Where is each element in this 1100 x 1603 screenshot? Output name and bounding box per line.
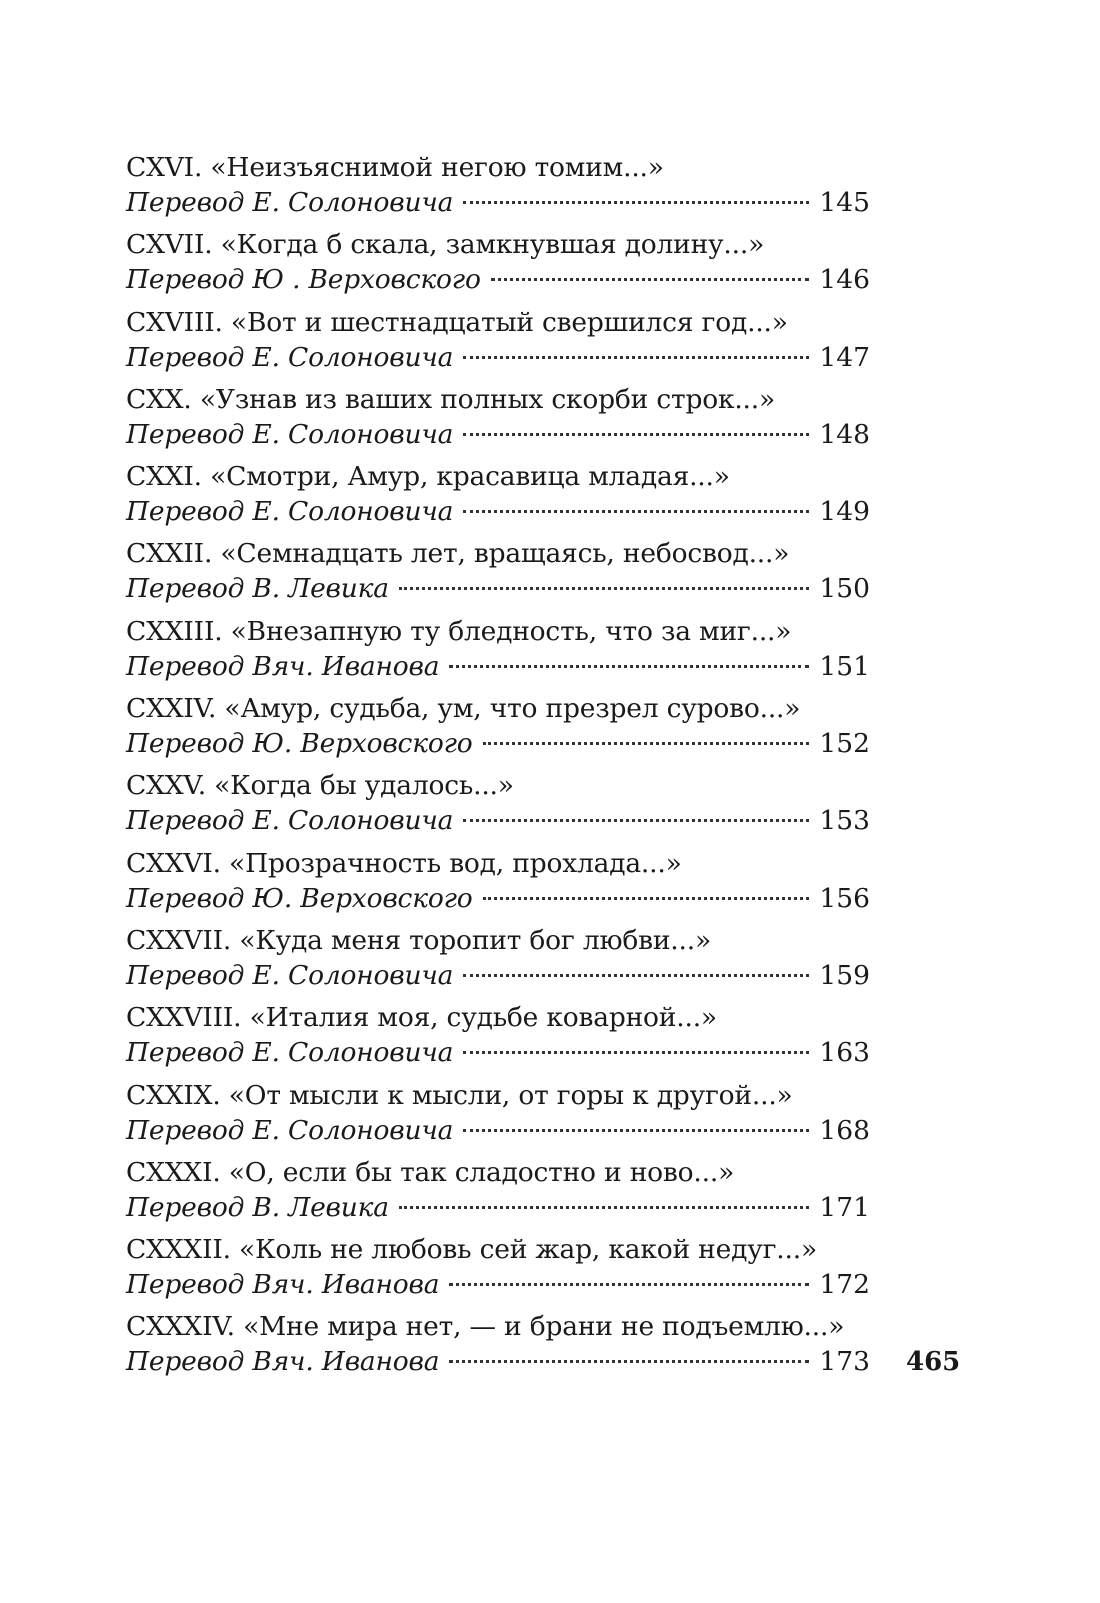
entry-translator: Перевод Е. Солоновича [126,959,454,991]
entry-title: CXXIX. «От мысли к мысли, от горы к другой...» [126,1079,793,1111]
entry-translator-line [126,571,870,613]
dot-leader [399,587,810,590]
entry-title: CXXI. «Смотри, Амур, красавица младая...» [126,461,730,493]
entry-translator: Перевод Ю. Верховского [126,882,473,914]
entry-translator: Перевод Е. Солоновича [126,418,454,450]
entry-title: CXXV. «Когда бы удалось...» [126,770,514,802]
entry-title: CXXIII. «Внезапную ту бледность, что за миг...» [126,615,792,647]
entry-translator: Перевод Е. Солоновича [126,805,454,837]
dot-leader [463,356,809,359]
toc-entry [126,1232,870,1309]
toc-entry [126,150,870,227]
entry-page-number: 156 [819,882,870,914]
entry-translator: Перевод Ю. Верховского [126,728,473,760]
entry-translator-line [126,494,870,536]
toc-entry [126,536,870,613]
toc-entry [126,382,870,459]
dot-leader [463,1051,809,1054]
entry-translator: Перевод Е. Солоновича [126,496,454,528]
toc-entry [126,227,870,304]
entry-translator-line [126,726,870,768]
dot-leader [463,974,809,977]
entry-page-number: 149 [819,496,870,528]
table-of-contents [126,150,870,1387]
entry-translator: Перевод В. Левика [126,1191,389,1223]
entry-page-number: 163 [819,1037,870,1069]
entry-translator: Перевод Вяч. Иванова [126,650,440,682]
entry-translator-line [126,1267,870,1309]
entry-translator-line [126,958,870,1000]
entry-title: CXXVI. «Прозрачность вод, прохлада...» [126,847,682,879]
toc-entry [126,923,870,1000]
dot-leader [463,433,809,436]
entry-title: CXVI. «Неизъяснимой негою томим...» [126,152,664,183]
toc-entry [126,614,870,691]
entry-translator: Перевод Вяч. Иванова [126,1346,440,1378]
entry-page-number: 151 [819,650,870,682]
entry-page-number: 146 [819,264,870,296]
toc-entry [126,1155,870,1232]
entry-translator-line [126,340,870,382]
entry-title: CXXIV. «Амур, судьба, ум, что презрел сурово...» [126,693,801,725]
dot-leader [491,278,810,281]
entry-page-number: 159 [819,959,870,991]
entry-translator: Перевод Ю . Верховского [126,264,481,296]
entry-page-number: 150 [819,573,870,605]
entry-title: CXXXIV. «Мне мира нет, — и брани не подъемлю...» [126,1311,845,1343]
entry-translator-line [126,881,870,923]
entry-translator: Перевод Е. Солоновича [126,1114,454,1146]
entry-page-number: 147 [819,341,870,373]
entry-title: CXXVIII. «Италия моя, судьбе коварной...» [126,1002,717,1034]
dot-leader [483,742,810,745]
entry-title: CXXXII. «Коль не любовь сей жар, какой недуг...» [126,1234,817,1266]
entry-page-number: 145 [819,187,870,218]
entry-translator: Перевод Е. Солоновича [126,187,454,218]
entry-page-number: 168 [819,1114,870,1146]
entry-translator-line [126,262,870,304]
entry-translator-line [126,1190,870,1232]
entry-translator: Перевод В. Левика [126,573,389,605]
toc-entry [126,459,870,536]
dot-leader [463,201,809,204]
entry-page-number: 171 [819,1191,870,1223]
entry-title: CXXXI. «О, если бы так сладостно и ново...» [126,1156,735,1188]
entry-translator-line [126,1344,870,1386]
dot-leader [399,1206,810,1209]
toc-entry [126,305,870,382]
entry-title: CXVIII. «Вот и шестнадцатый свершился год...» [126,306,788,338]
dot-leader [449,1360,809,1363]
entry-translator-line [126,417,870,459]
entry-title: CXXII. «Семнадцать лет, вращаясь, небосвод...» [126,538,790,570]
entry-page-number: 172 [819,1269,870,1301]
entry-translator-line [126,1113,870,1155]
dot-leader [449,1283,809,1286]
entry-translator: Перевод Вяч. Иванова [126,1269,440,1301]
toc-entry [126,1309,870,1386]
entry-page-number: 152 [819,728,870,760]
entry-translator: Перевод Е. Солоновича [126,1037,454,1069]
entry-page-number: 153 [819,805,870,837]
entry-title: CXXVII. «Куда меня торопит бог любви...» [126,924,711,956]
entry-page-number: 173 [819,1346,870,1378]
page-folio-number: 465 [906,1347,961,1377]
toc-entry [126,1000,870,1077]
toc-entry [126,691,870,768]
entry-translator-line [126,185,870,227]
dot-leader [463,1129,809,1132]
entry-page-number: 148 [819,418,870,450]
entry-translator-line [126,803,870,845]
toc-entry [126,1078,870,1155]
entry-title: CXX. «Узнав из ваших полных скорби строк...» [126,383,776,415]
dot-leader [463,510,809,513]
dot-leader [463,819,809,822]
entry-translator-line [126,1035,870,1077]
dot-leader [483,897,810,900]
entry-translator-line [126,649,870,691]
toc-entry [126,846,870,923]
entry-translator: Перевод Е. Солоновича [126,341,454,373]
toc-entry [126,768,870,845]
entry-title: CXVII. «Когда б скала, замкнувшая долину...» [126,229,765,261]
dot-leader [449,665,809,668]
